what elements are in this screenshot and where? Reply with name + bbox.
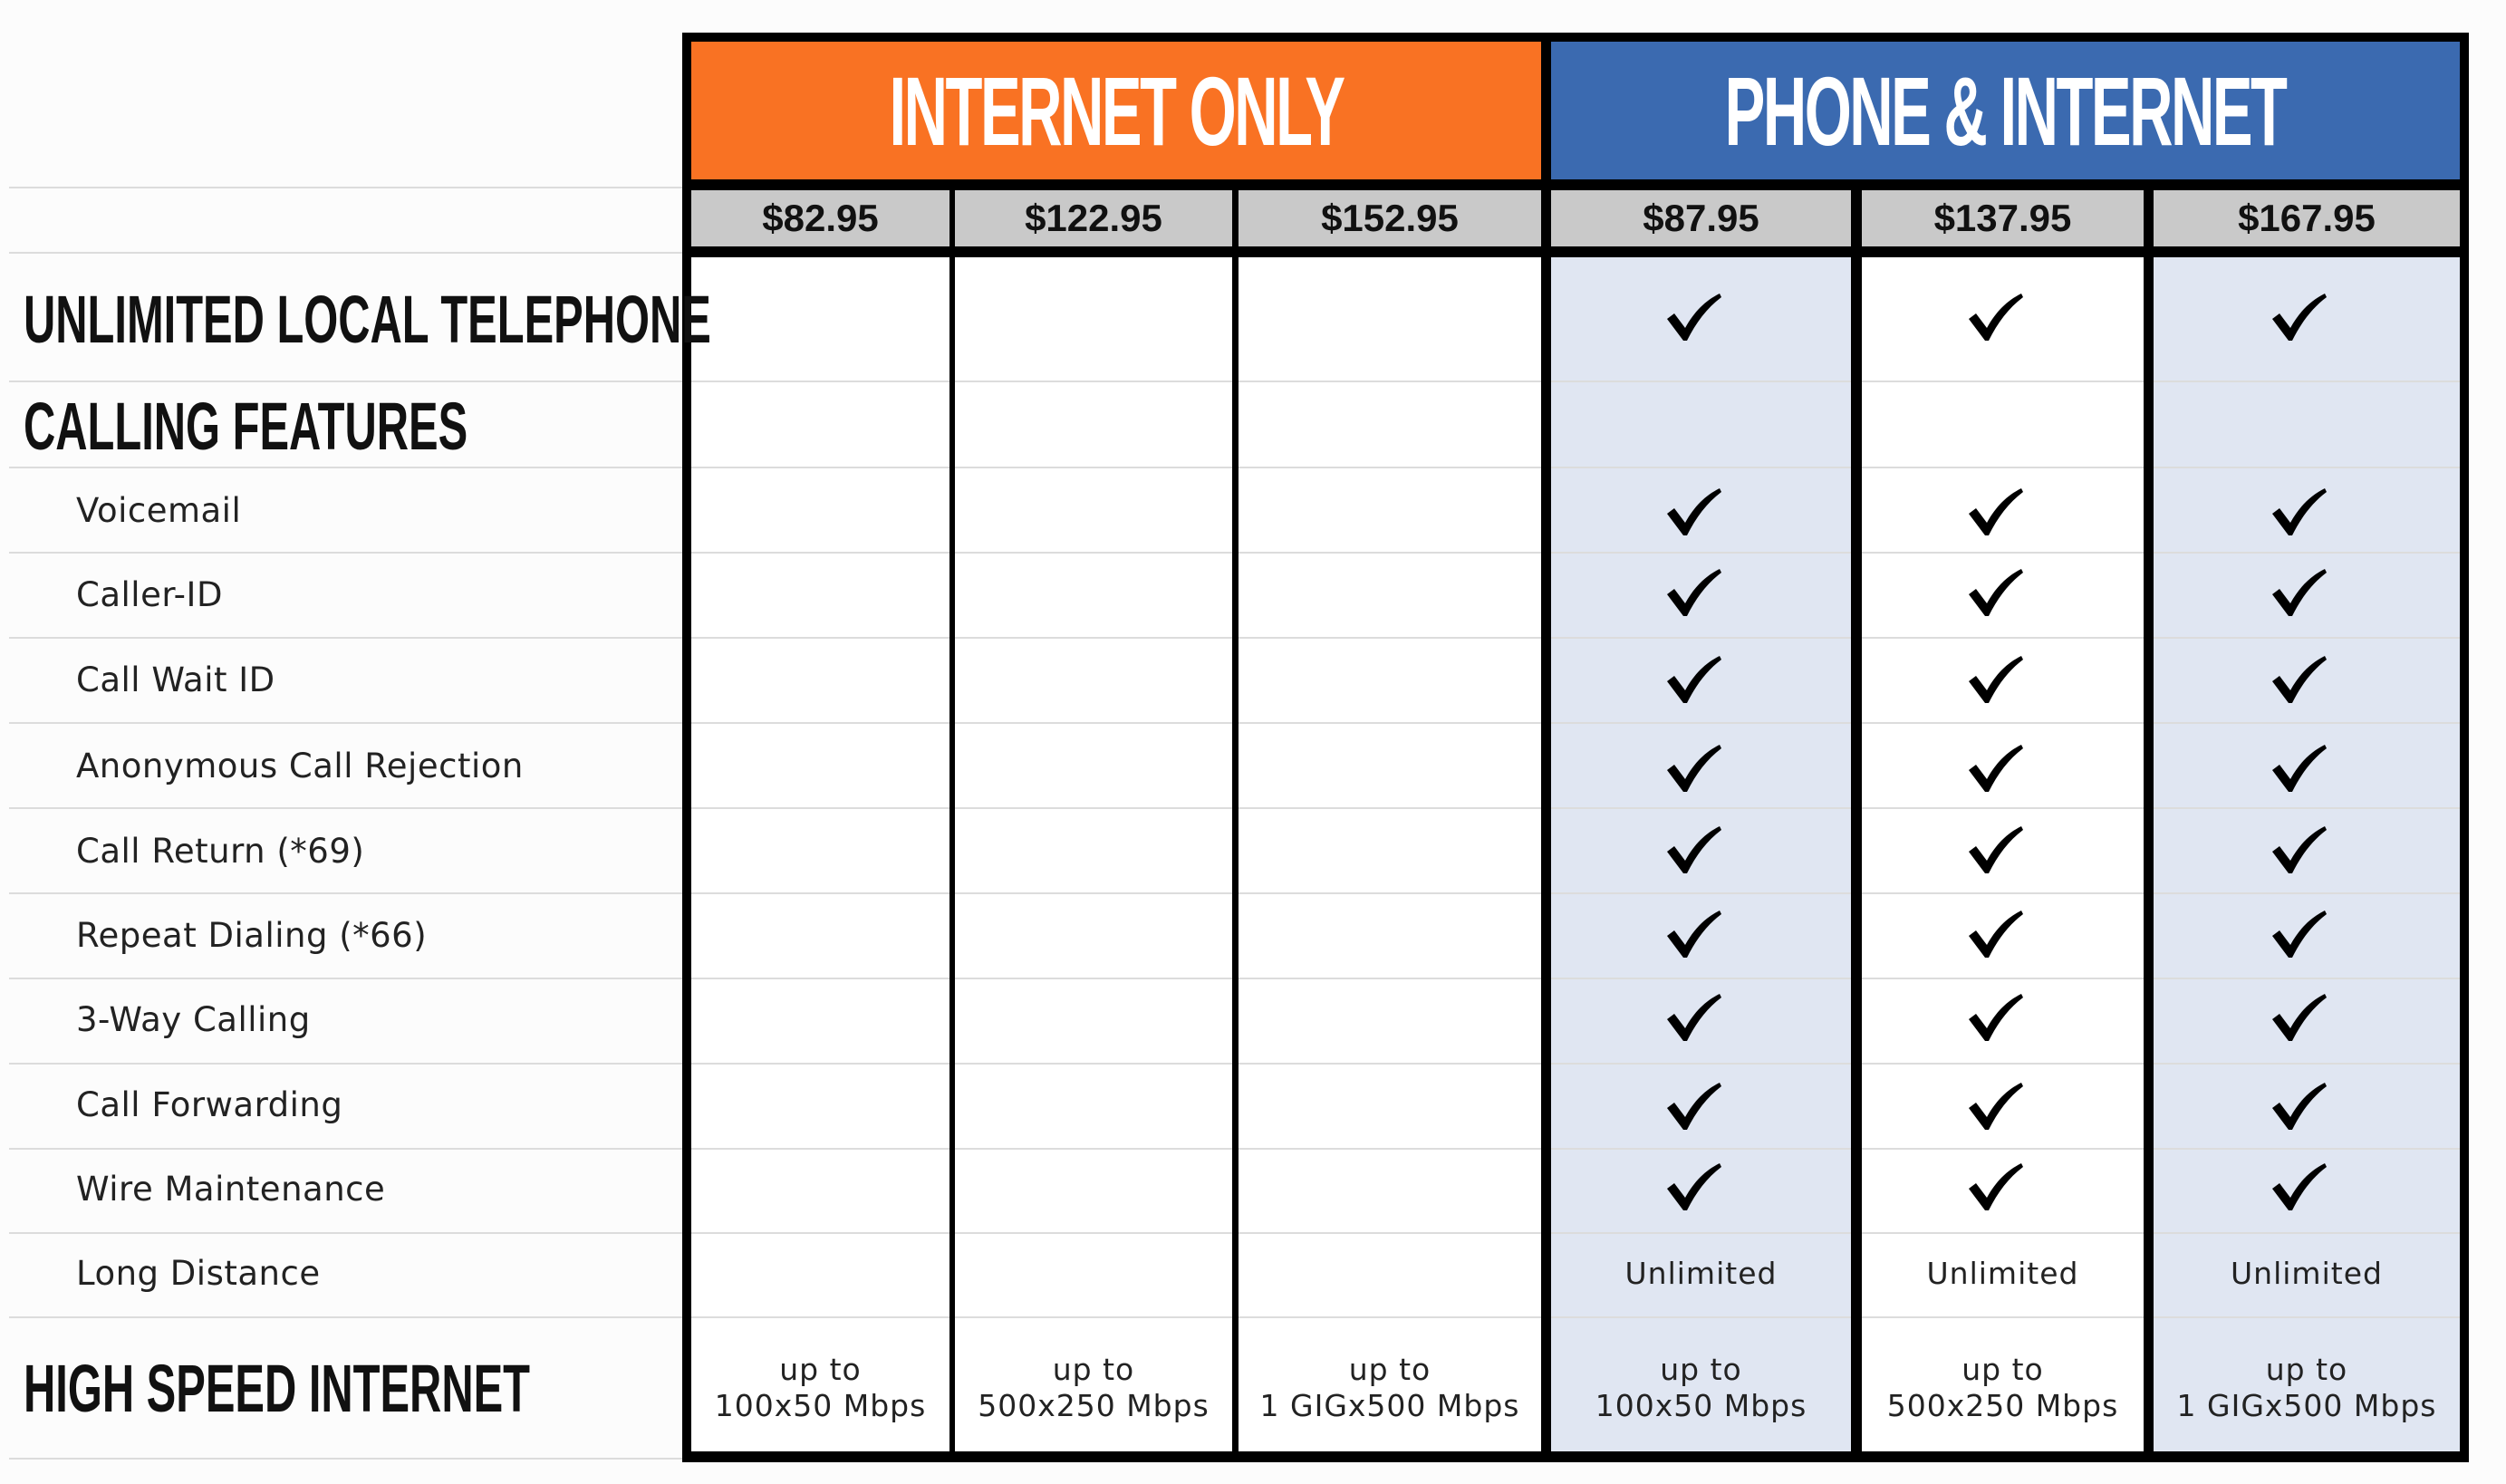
price-cell: [1239, 190, 1541, 246]
checkmark-icon: [2270, 909, 2327, 959]
price: $82.95: [762, 197, 879, 239]
checkmark-icon: [1967, 992, 2023, 1043]
checkmark-icon: [1665, 567, 1721, 618]
long-distance-value: Unlimited: [1926, 1256, 2079, 1291]
column-divider: [1851, 190, 1862, 1462]
internet-only-title: INTERNET ONLY: [889, 55, 1344, 166]
checkmark-icon: [2270, 1161, 2327, 1212]
column-divider: [949, 190, 955, 1462]
feature-label-voicemail: Voicemail: [76, 491, 242, 530]
feature-label-call-wait-id: Call Wait ID: [76, 660, 275, 699]
checkmark-icon: [1665, 1161, 1721, 1212]
speed-cell: [1239, 1352, 1541, 1424]
feature-label-call-return: Call Return (*69): [76, 832, 365, 871]
feature-label-anonymous-call-rejection: Anonymous Call Rejection: [76, 747, 524, 785]
checkmark-icon: [2270, 654, 2327, 705]
speed-cell: [691, 1352, 949, 1424]
table-border-left: [682, 33, 691, 1462]
checkmark-icon: [2270, 487, 2327, 537]
calling-features-text: CALLING FEATURES: [24, 389, 468, 464]
checkmark-icon: [1665, 909, 1721, 959]
feature-label-repeat-dialing: Repeat Dialing (*66): [76, 916, 428, 955]
feature-label-3-way-calling: 3-Way Calling: [76, 1000, 311, 1039]
speed-line-2: 1 GIGx500 Mbps: [1259, 1388, 1520, 1423]
checkmark-icon: [1665, 992, 1721, 1043]
table-border-right: [2460, 33, 2469, 1462]
price-cell: [1862, 190, 2144, 246]
speed-cell: [1551, 1352, 1851, 1424]
column-bg-3: [1239, 249, 1541, 1454]
speed-line-2: 500x250 Mbps: [1886, 1388, 2119, 1423]
feature-label-caller-id: Caller-ID: [76, 575, 223, 614]
column-divider: [2144, 190, 2154, 1462]
checkmark-icon: [2270, 292, 2327, 342]
checkmark-icon: [1967, 292, 2023, 342]
price: $137.95: [1933, 197, 2072, 239]
price-cell: [955, 190, 1232, 246]
speed-cell: [955, 1352, 1232, 1424]
price: $87.95: [1643, 197, 1759, 239]
section-label-calling-features: [24, 388, 697, 465]
price: $152.95: [1321, 197, 1459, 239]
column-divider: [1232, 190, 1239, 1462]
internet-only-header: [691, 42, 1541, 179]
local-telephone-text: UNLIMITED LOCAL TELEPHONE: [24, 282, 711, 357]
checkmark-icon: [1665, 743, 1721, 794]
long-distance-value: Unlimited: [2231, 1256, 2383, 1291]
table-border-top: [682, 33, 2469, 42]
price-cell: [1551, 190, 1851, 246]
checkmark-icon: [2270, 567, 2327, 618]
checkmark-icon: [1967, 909, 2023, 959]
speed-line-1: up to: [779, 1352, 862, 1387]
group-divider: [1541, 33, 1551, 1462]
long-distance-value: Unlimited: [1624, 1256, 1778, 1291]
column-bg-2: [955, 249, 1232, 1454]
column-bg-1: [691, 249, 949, 1454]
checkmark-icon: [2270, 824, 2327, 875]
speed-line-1: up to: [1052, 1352, 1135, 1387]
speed-line-1: up to: [2265, 1352, 2348, 1387]
checkmark-icon: [1967, 567, 2023, 618]
section-label-high-speed-internet: [24, 1350, 791, 1427]
price: $167.95: [2238, 197, 2376, 239]
checkmark-icon: [2270, 992, 2327, 1043]
checkmark-icon: [2270, 743, 2327, 794]
checkmark-icon: [1665, 487, 1721, 537]
speed-line-2: 100x50 Mbps: [714, 1388, 927, 1423]
speed-line-2: 100x50 Mbps: [1595, 1388, 1807, 1423]
high-speed-internet-text: HIGH SPEED INTERNET: [24, 1351, 531, 1426]
speed-line-1: up to: [1660, 1352, 1742, 1387]
price-cell: [2154, 190, 2460, 246]
checkmark-icon: [1665, 654, 1721, 705]
checkmark-icon: [2270, 1081, 2327, 1132]
speed-line-1: up to: [1961, 1352, 2044, 1387]
speed-line-1: up to: [1348, 1352, 1431, 1387]
speed-line-2: 500x250 Mbps: [978, 1388, 1210, 1423]
speed-cell: [2154, 1352, 2460, 1424]
section-label-local-telephone: [24, 281, 1065, 358]
checkmark-icon: [1967, 1081, 2023, 1132]
phone-internet-header: [1551, 42, 2460, 179]
feature-label-call-forwarding: Call Forwarding: [76, 1085, 343, 1124]
speed-cell: [1862, 1352, 2144, 1424]
checkmark-icon: [1967, 654, 2023, 705]
checkmark-icon: [1967, 743, 2023, 794]
price-cell: [691, 190, 949, 246]
price: $122.95: [1025, 197, 1162, 239]
checkmark-icon: [1967, 487, 2023, 537]
checkmark-icon: [1967, 824, 2023, 875]
feature-label-wire-maintenance: Wire Maintenance: [76, 1170, 386, 1209]
checkmark-icon: [1665, 824, 1721, 875]
checkmark-icon: [1665, 292, 1721, 342]
phone-internet-title: PHONE & INTERNET: [1725, 55, 2286, 166]
checkmark-icon: [1967, 1161, 2023, 1212]
checkmark-icon: [1665, 1081, 1721, 1132]
header-border-bottom: [682, 179, 2469, 190]
feature-label-long-distance: Long Distance: [76, 1254, 321, 1293]
speed-line-2: 1 GIGx500 Mbps: [2176, 1388, 2437, 1423]
